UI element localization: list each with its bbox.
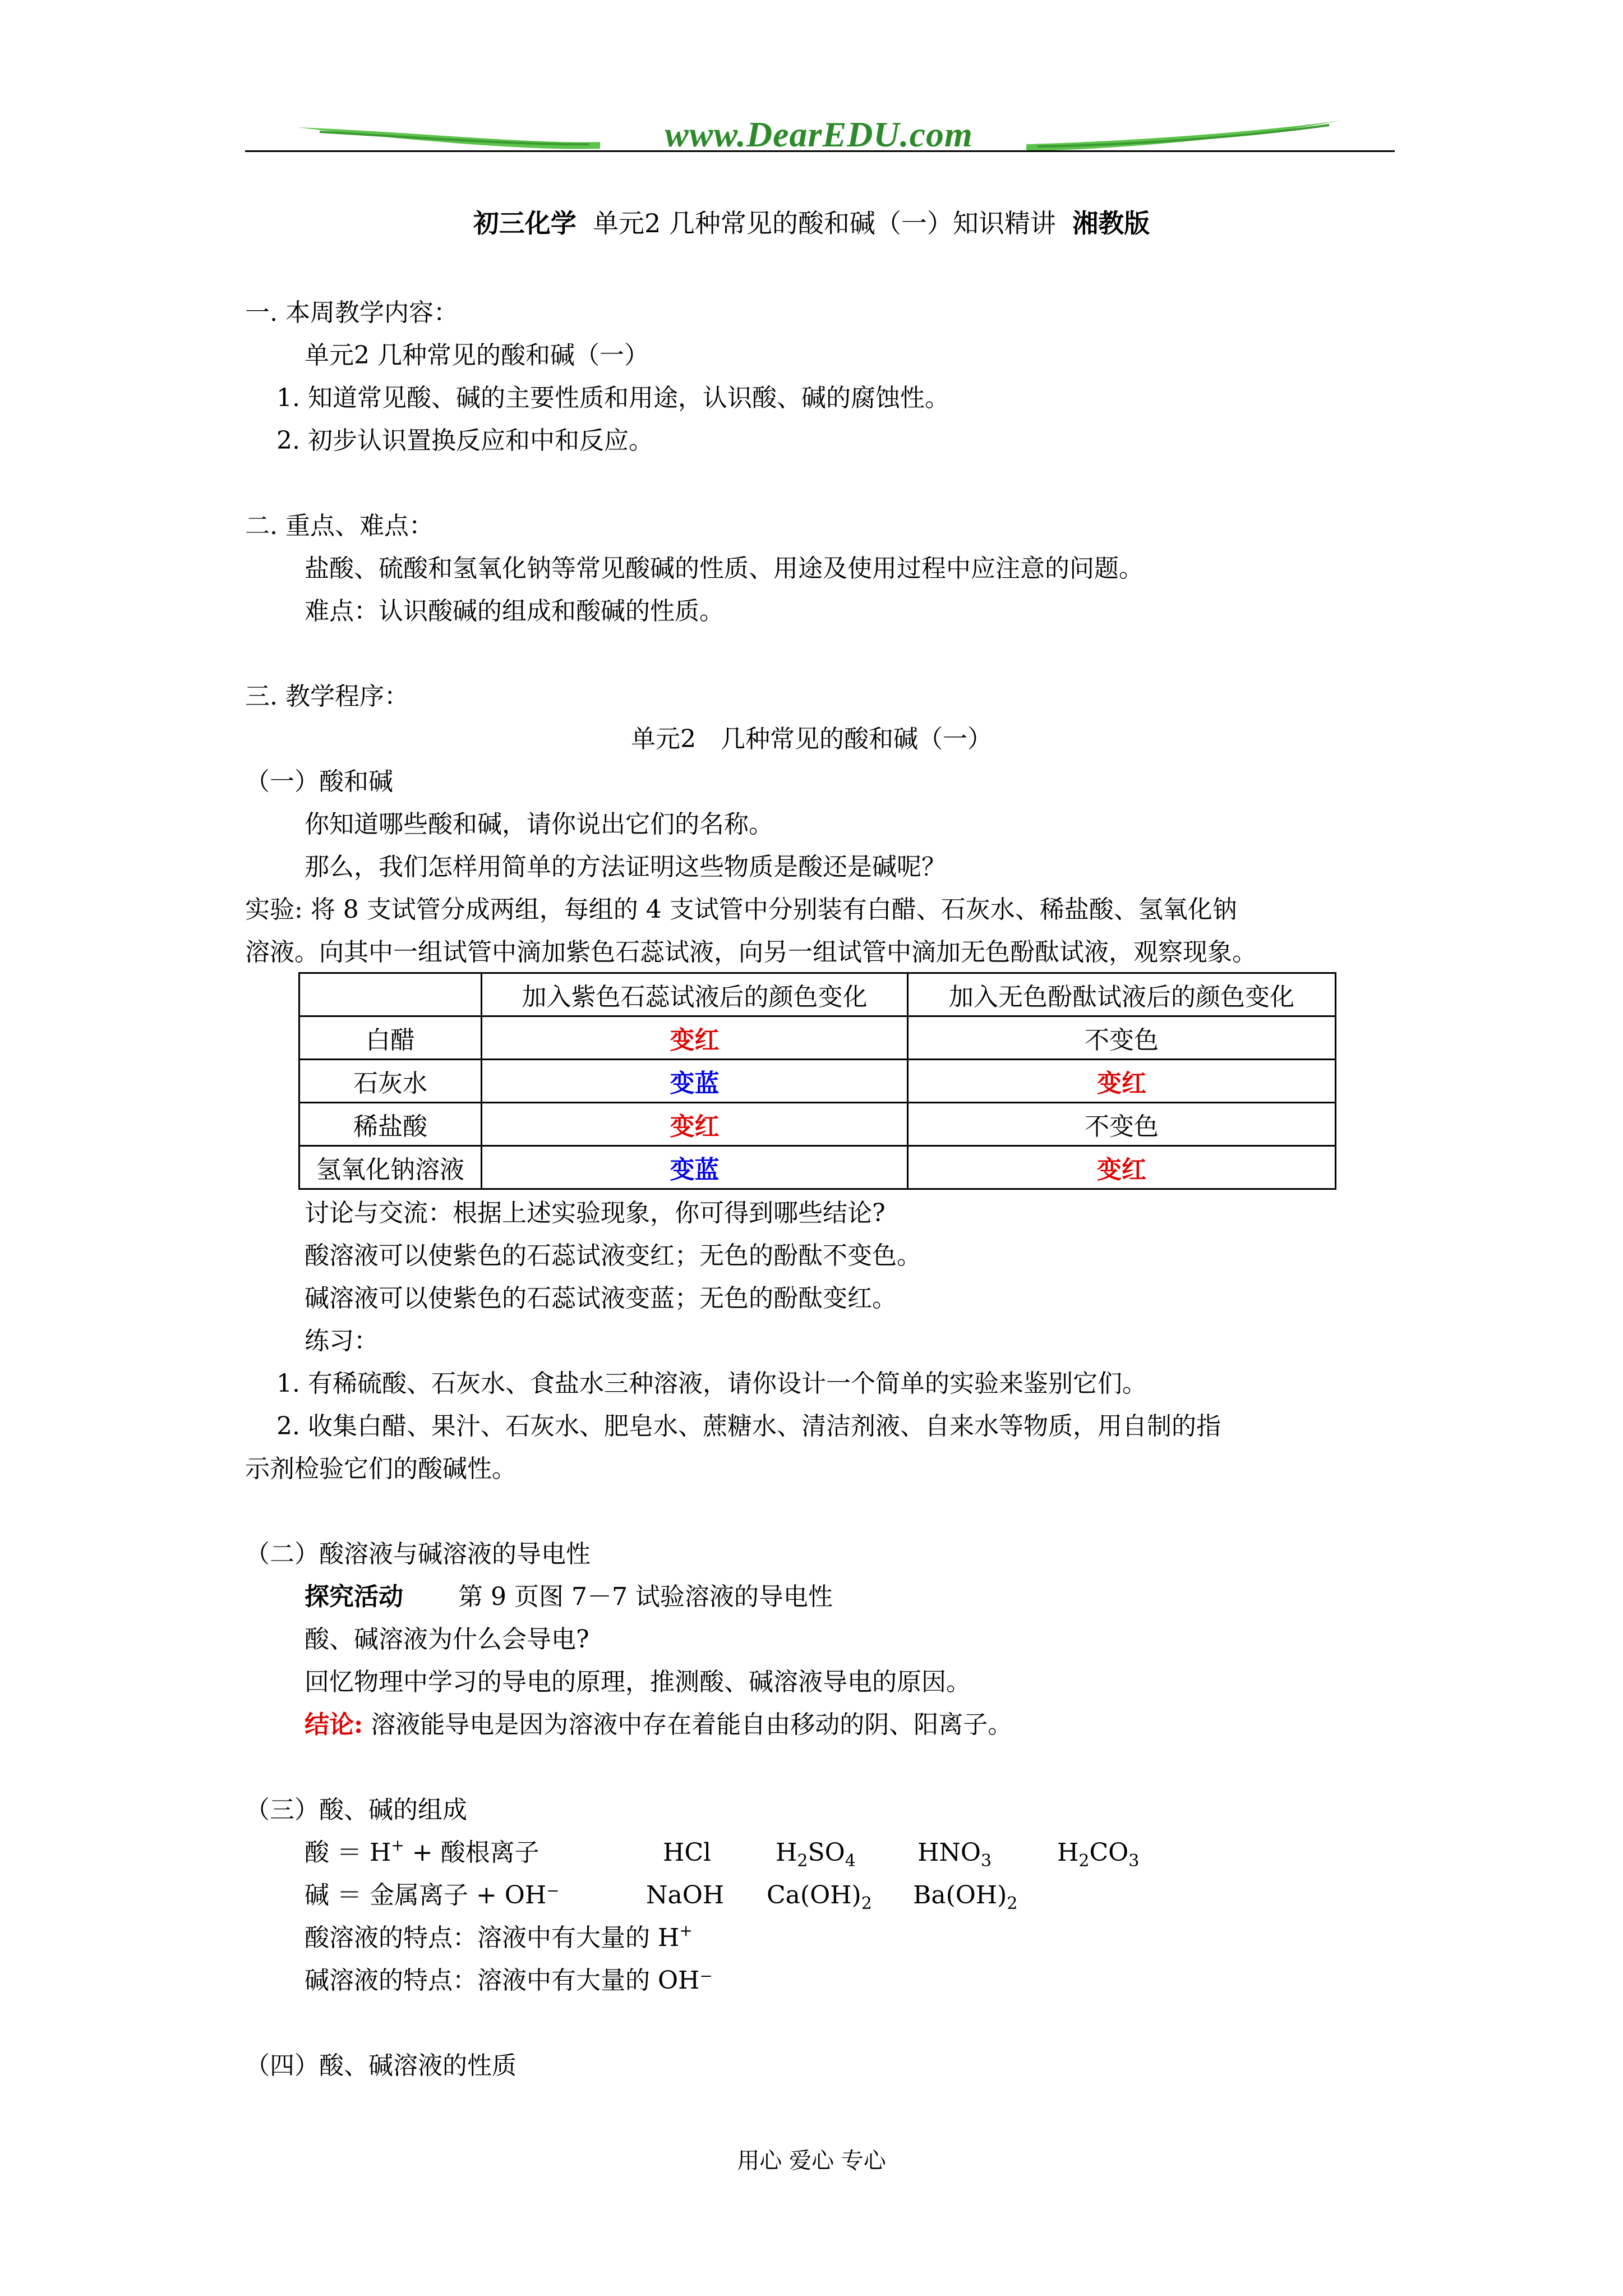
section1-item1: 1. 知道常见酸、碱的主要性质和用途，认识酸、碱的腐蚀性。 bbox=[276, 384, 949, 412]
page-title bbox=[0, 208, 1623, 239]
table-row bbox=[299, 1103, 1336, 1146]
base-definition: 碱 ＝ 金属离子 + OH⁻ bbox=[305, 1881, 560, 1910]
section1-item2: 2. 初步认识置换反应和中和反应。 bbox=[276, 426, 653, 455]
table-cell-phenolphthalein: 变红 bbox=[908, 1146, 1336, 1189]
table-header-cell: 加入紫色石蕊试液后的颜色变化 bbox=[482, 973, 908, 1016]
table-cell-phenolphthalein: 不变色 bbox=[908, 1016, 1336, 1060]
discussion-line2: 酸溶液可以使紫色的石蕊试液变红；无色的酚酞不变色。 bbox=[305, 1241, 921, 1270]
section2-line1: 盐酸、硫酸和氢氧化钠等常见酸碱的性质、用途及使用过程中应注意的问题。 bbox=[305, 554, 1144, 583]
table-row bbox=[299, 1060, 1336, 1103]
title-edition: 湘教版 bbox=[1072, 208, 1150, 238]
exercise-2-line2: 示剂检验它们的酸碱性。 bbox=[245, 1455, 517, 1483]
experiment-line1: 实验: 将 8 支试管分成两组，每组的 4 支试管中分别装有白醋、石灰水、稀盐酸、氢氧化钠 bbox=[245, 895, 1237, 924]
table-cell-litmus: 变蓝 bbox=[482, 1060, 908, 1103]
formula-naoh: NaOH bbox=[646, 1881, 725, 1910]
conclusion-line bbox=[305, 1709, 1012, 1741]
title-topic: 单元2 几种常见的酸和碱（一）知识精讲 bbox=[593, 208, 1056, 238]
table-header-row bbox=[299, 973, 1336, 1016]
activity-label: 探究活动 bbox=[305, 1582, 403, 1611]
part1-heading: （一）酸和碱 bbox=[245, 767, 393, 796]
section1-heading: 一. 本周教学内容： bbox=[245, 298, 458, 327]
part4-heading: （四）酸、碱溶液的性质 bbox=[245, 2051, 517, 2080]
indicator-table bbox=[298, 972, 1336, 1190]
table-cell-litmus: 变红 bbox=[482, 1103, 908, 1146]
acid-feature: 酸溶液的特点：溶液中有大量的 H+ bbox=[305, 1921, 693, 1952]
part1-p2: 那么，我们怎样用简单的方法证明这些物质是酸还是碱呢？ bbox=[305, 853, 946, 881]
section1-sub: 单元2 几种常见的酸和碱（一） bbox=[305, 341, 649, 370]
experiment-line2: 溶液。向其中一组试管中滴加紫色石蕊试液，向另一组试管中滴加无色酚酞试液，观察现象。 bbox=[245, 938, 1257, 967]
table-header-cell: 加入无色酚酞试液后的颜色变化 bbox=[908, 973, 1336, 1016]
practice-heading: 练习： bbox=[305, 1327, 379, 1355]
conclusion-label: 结论: bbox=[305, 1710, 363, 1739]
table-cell-substance: 稀盐酸 bbox=[299, 1103, 482, 1146]
page-footer: 用心 爱心 专心 bbox=[737, 2148, 886, 2174]
formula-h2co3: $H_2CO_3$ bbox=[1057, 1838, 1140, 1871]
table-cell-substance: 石灰水 bbox=[299, 1060, 482, 1103]
table-cell-litmus: 变红 bbox=[482, 1016, 908, 1060]
formula-h2so4: $H_2SO_4$ bbox=[776, 1838, 856, 1871]
section2-line2: 难点：认识酸碱的组成和酸碱的性质。 bbox=[305, 597, 724, 625]
table-header-cell bbox=[299, 973, 482, 1016]
formula-hno3: $HNO_3$ bbox=[917, 1838, 992, 1871]
site-logo bbox=[297, 109, 1340, 160]
part2-question1: 酸、碱溶液为什么会导电? bbox=[305, 1625, 589, 1654]
discussion-line3: 碱溶液可以使紫色的石蕊试液变蓝；无色的酚酞变红。 bbox=[305, 1284, 897, 1313]
table-cell-phenolphthalein: 变红 bbox=[908, 1060, 1336, 1103]
table-row bbox=[299, 1146, 1336, 1189]
formula-baoh2: $Ba(OH)_2$ bbox=[913, 1881, 1018, 1913]
table-cell-substance: 氢氧化钠溶液 bbox=[299, 1146, 482, 1189]
part2-heading: （二）酸溶液与碱溶液的导电性 bbox=[245, 1540, 591, 1568]
table-cell-litmus: 变蓝 bbox=[482, 1146, 908, 1189]
section2-heading: 二. 重点、难点： bbox=[245, 512, 434, 540]
formula-caoh2: $Ca(OH)_2$ bbox=[767, 1881, 872, 1913]
section3-heading: 三. 教学程序： bbox=[245, 682, 409, 711]
acid-definition: 酸 ＝ H+ + 酸根离子 bbox=[305, 1836, 540, 1867]
title-subject: 初三化学 bbox=[473, 208, 577, 238]
part2-question2: 回忆物理中学习的导电的原理，推测酸、碱溶液导电的原因。 bbox=[305, 1668, 971, 1696]
discussion-line1: 讨论与交流：根据上述实验现象，你可得到哪些结论? bbox=[305, 1199, 886, 1227]
formula-hcl: HCl bbox=[663, 1838, 712, 1867]
exercise-2-line1: 2. 收集白醋、果汁、石灰水、肥皂水、蔗糖水、清洁剂液、自来水等物质，用自制的指 bbox=[276, 1412, 1221, 1441]
table-cell-phenolphthalein: 不变色 bbox=[908, 1103, 1336, 1146]
logo-text: www.DearEDU.com bbox=[665, 114, 973, 154]
part1-p1: 你知道哪些酸和碱，请你说出它们的名称。 bbox=[305, 810, 773, 839]
header-divider bbox=[245, 150, 1395, 152]
part3-heading: （三）酸、碱的组成 bbox=[245, 1796, 467, 1824]
table-row bbox=[299, 1016, 1336, 1060]
activity-text: 第 9 页图 7－7 试验溶液的导电性 bbox=[458, 1582, 833, 1611]
exercise-1: 1. 有稀硫酸、石灰水、食盐水三种溶液，请你设计一个简单的实验来鉴别它们。 bbox=[276, 1369, 1147, 1398]
section3-center-title: 单元2 几种常见的酸和碱（一） bbox=[631, 725, 992, 753]
activity-line bbox=[305, 1581, 833, 1613]
conclusion-text: 溶液能导电是因为溶液中存在着能自由移动的阴、阳离子。 bbox=[371, 1710, 1013, 1739]
table-cell-substance: 白醋 bbox=[299, 1016, 482, 1060]
base-feature: 碱溶液的特点：溶液中有大量的 OH⁻ bbox=[305, 1966, 713, 1995]
